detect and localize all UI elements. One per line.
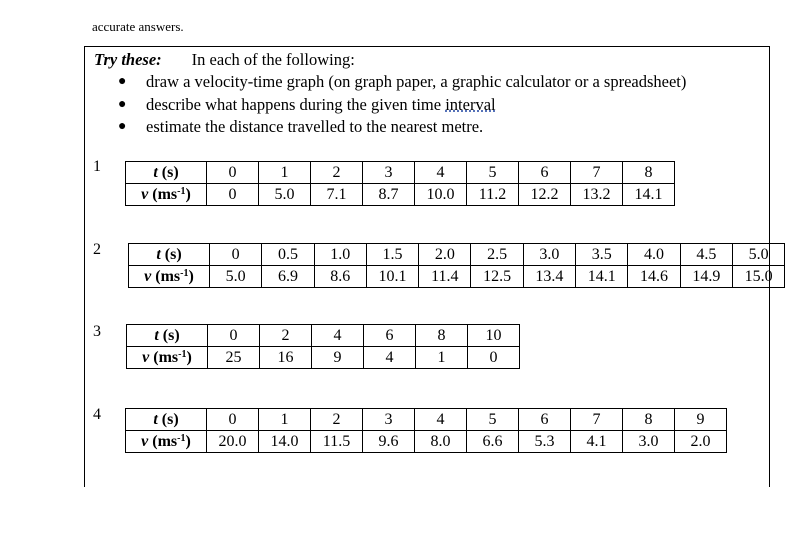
time-cell: 1.0 xyxy=(314,244,366,266)
velocity-header: v $(ms^{-1})$ xyxy=(127,347,208,369)
time-cell: 2.0 xyxy=(419,244,471,266)
velocity-cell: 13.4 xyxy=(523,266,575,288)
time-cell: 5 xyxy=(467,162,519,184)
velocity-cell: 6.6 xyxy=(467,431,519,453)
velocity-cell: 12.2 xyxy=(519,184,571,206)
time-row xyxy=(126,409,727,431)
time-cell: 3 xyxy=(363,162,415,184)
velocity-cell: 13.2 xyxy=(571,184,623,206)
time-cell: 4.0 xyxy=(628,244,680,266)
time-cell: 4 xyxy=(415,409,467,431)
velocity-time-table xyxy=(125,161,675,206)
cutoff-previous-text: accurate answers. xyxy=(92,19,184,34)
question-number: 1 xyxy=(93,158,101,175)
velocity-cell: 11.2 xyxy=(467,184,519,206)
time-cell: 2 xyxy=(311,162,363,184)
time-row xyxy=(129,244,785,266)
velocity-cell: 9 xyxy=(312,347,364,369)
time-cell: 6 xyxy=(519,162,571,184)
velocity-header: v $(ms^{-1})$ xyxy=(129,266,210,288)
time-cell: 4.5 xyxy=(680,244,732,266)
velocity-cell: 5.0 xyxy=(210,266,262,288)
velocity-cell: 3.0 xyxy=(623,431,675,453)
velocity-cell: 5.3 xyxy=(519,431,571,453)
time-cell: 4 xyxy=(415,162,467,184)
velocity-cell: 25 xyxy=(208,347,260,369)
time-cell: 6 xyxy=(519,409,571,431)
time-cell: 7 xyxy=(571,162,623,184)
instruction-item: ● draw a velocity-time graph (on graph paper, a graphic calculator or a spreadsheet) xyxy=(118,71,686,94)
time-cell: 6 xyxy=(364,325,416,347)
velocity-cell: 14.9 xyxy=(680,266,732,288)
time-cell: 3.5 xyxy=(576,244,628,266)
velocity-cell: 9.6 xyxy=(363,431,415,453)
velocity-cell: 0 xyxy=(468,347,520,369)
velocity-cell: 8.7 xyxy=(363,184,415,206)
time-cell: 5.0 xyxy=(732,244,784,266)
velocity-cell: 20.0 xyxy=(207,431,259,453)
velocity-cell: 5.0 xyxy=(259,184,311,206)
time-header: t (s) xyxy=(126,162,207,184)
time-cell: 0 xyxy=(207,162,259,184)
time-cell: 3.0 xyxy=(523,244,575,266)
velocity-row xyxy=(126,431,727,453)
question-number: 2 xyxy=(93,241,101,258)
velocity-cell: 15.0 xyxy=(732,266,784,288)
time-cell: 0 xyxy=(207,409,259,431)
instruction-text: In each of the following: xyxy=(191,50,355,69)
time-cell: 7 xyxy=(571,409,623,431)
time-cell: 8 xyxy=(623,162,675,184)
time-cell: 2 xyxy=(311,409,363,431)
interval-link[interactable]: interval xyxy=(445,94,496,114)
bullet-icon: ● xyxy=(118,119,127,134)
time-header: t (s) xyxy=(127,325,208,347)
time-cell: 0.5 xyxy=(262,244,314,266)
velocity-cell: 1 xyxy=(416,347,468,369)
time-cell: 5 xyxy=(467,409,519,431)
time-cell: 8 xyxy=(623,409,675,431)
time-header: t (s) xyxy=(126,409,207,431)
time-row xyxy=(126,162,675,184)
velocity-cell: 10.1 xyxy=(366,266,418,288)
velocity-time-table xyxy=(126,324,520,369)
time-header: t (s) xyxy=(129,244,210,266)
velocity-row xyxy=(129,266,785,288)
velocity-cell: 6.9 xyxy=(262,266,314,288)
time-cell: 2.5 xyxy=(471,244,523,266)
time-cell: 4 xyxy=(312,325,364,347)
velocity-cell: 7.1 xyxy=(311,184,363,206)
velocity-cell: 16 xyxy=(260,347,312,369)
time-cell: 1.5 xyxy=(366,244,418,266)
velocity-cell: 14.1 xyxy=(576,266,628,288)
question-number: 3 xyxy=(93,323,101,340)
time-cell: 0 xyxy=(208,325,260,347)
velocity-row xyxy=(126,184,675,206)
velocity-time-table xyxy=(128,243,785,288)
velocity-cell: 14.6 xyxy=(628,266,680,288)
bullet-icon: ● xyxy=(118,74,127,89)
time-cell: 1 xyxy=(259,409,311,431)
velocity-cell: 4.1 xyxy=(571,431,623,453)
velocity-cell: 14.0 xyxy=(259,431,311,453)
velocity-cell: 14.1 xyxy=(623,184,675,206)
velocity-header: v $(ms^{-1})$ xyxy=(126,431,207,453)
velocity-cell: 8.6 xyxy=(314,266,366,288)
question-number: 4 xyxy=(93,406,101,423)
velocity-cell: 12.5 xyxy=(471,266,523,288)
time-cell: 3 xyxy=(363,409,415,431)
instruction-item: ● estimate the distance travelled to the nearest metre. xyxy=(118,116,686,139)
instruction-list xyxy=(118,71,686,139)
velocity-cell: 0 xyxy=(207,184,259,206)
velocity-cell: 8.0 xyxy=(415,431,467,453)
try-these-heading: Try these: xyxy=(94,50,162,69)
velocity-cell: 11.4 xyxy=(419,266,471,288)
time-cell: 9 xyxy=(675,409,727,431)
time-cell: 8 xyxy=(416,325,468,347)
intro-line xyxy=(94,49,355,71)
time-row xyxy=(127,325,520,347)
velocity-row xyxy=(127,347,520,369)
time-cell: 0 xyxy=(210,244,262,266)
velocity-time-table xyxy=(125,408,727,453)
velocity-cell: 4 xyxy=(364,347,416,369)
velocity-cell: 10.0 xyxy=(415,184,467,206)
instruction-item: ● describe what happens during the given time interval xyxy=(118,94,686,117)
velocity-cell: 11.5 xyxy=(311,431,363,453)
bullet-icon: ● xyxy=(118,96,127,112)
velocity-header: v $(ms^{-1})$ xyxy=(126,184,207,206)
time-cell: 1 xyxy=(259,162,311,184)
velocity-cell: 2.0 xyxy=(675,431,727,453)
time-cell: 2 xyxy=(260,325,312,347)
time-cell: 10 xyxy=(468,325,520,347)
